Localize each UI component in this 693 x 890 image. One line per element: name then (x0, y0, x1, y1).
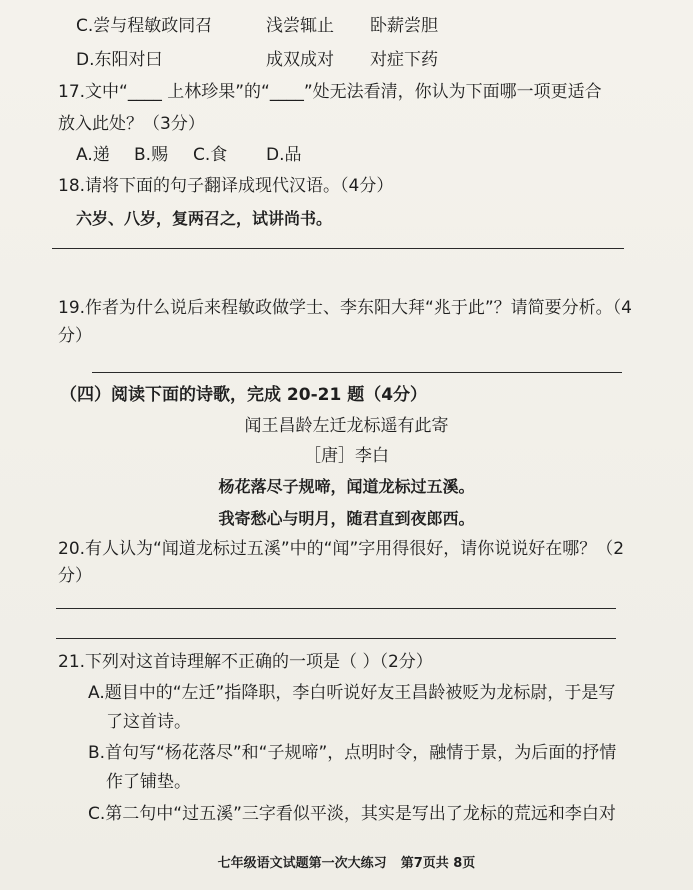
q16-option-c-word1: 浅尝辄止 (266, 16, 334, 36)
q17-option-a: A.递 (76, 145, 110, 165)
q16-option-c: C.尝与程敏政同召 (76, 16, 213, 36)
q17-option-b: B.赐 (134, 145, 169, 165)
q16-option-d-word1: 成双成对 (266, 50, 334, 70)
footer-page-number: 第7页共 8页 (400, 856, 476, 871)
q21-option-c-line1: C.第二句中“过五溪”三字看似平淡，其实是写出了龙标的荒远和李白对 (88, 804, 616, 824)
poem-author: ［唐］李白 (304, 446, 389, 466)
q20-text-line2: 分） (58, 566, 92, 586)
q21-option-b-line2: 作了铺垫。 (106, 772, 191, 792)
q18-answer-line (52, 248, 624, 249)
q18-sentence: 六岁、八岁，复两召之，试讲尚书。 (76, 209, 333, 228)
poem-title: 闻王昌龄左迁龙标遥有此寄 (244, 416, 449, 436)
q21-option-a-line1: A.题目中的“左迁”指降职，李白听说好友王昌龄被贬为龙标尉，于是写 (88, 683, 616, 703)
poem-line-1: 杨花落尽子规啼，闻道龙标过五溪。 (218, 477, 475, 496)
page-footer (0, 852, 693, 871)
q16-option-d: D.东阳对曰 (76, 50, 163, 70)
q19-text-line1: 19.作者为什么说后来程敏政做学士、李东阳大拜“兆于此”？请简要分析。（4 (58, 298, 632, 318)
q21-text: 21.下列对这首诗理解不正确的一项是（ ）（2分） (58, 652, 433, 672)
q20-answer-line-1 (56, 608, 616, 609)
q17-text-line2: 放入此处？（3分） (58, 114, 205, 134)
q21-option-a-line2: 了这首诗。 (106, 712, 191, 732)
section4-heading: （四）阅读下面的诗歌，完成 20-21 题（4分） (60, 385, 428, 405)
q17-option-c: C.食 (193, 145, 228, 165)
q20-answer-line-2 (56, 638, 616, 639)
poem-line-2: 我寄愁心与明月，随君直到夜郎西。 (218, 509, 475, 528)
q17-option-d: D.品 (266, 145, 302, 165)
q16-option-d-word2: 对症下药 (370, 50, 438, 70)
q18-text: 18.请将下面的句子翻译成现代汉语。（4分） (58, 176, 394, 196)
q19-answer-line (92, 372, 622, 373)
q16-option-c-word2: 卧薪尝胆 (370, 16, 438, 36)
q17-text-line1: 17.文中“____ 上林珍果”的“____”处无法看清，你认为下面哪一项更适合 (58, 82, 602, 102)
q19-text-line2: 分） (58, 326, 92, 346)
q21-option-b-line1: B.首句写“杨花落尽”和“子规啼”，点明时令，融情于景，为后面的抒情 (88, 743, 617, 763)
q20-text-line1: 20.有人认为“闻道龙标过五溪”中的“闻”字用得很好，请你说说好在哪？（2 (58, 539, 625, 559)
footer-exam-title: 七年级语文试题第一次大练习 (217, 856, 387, 871)
